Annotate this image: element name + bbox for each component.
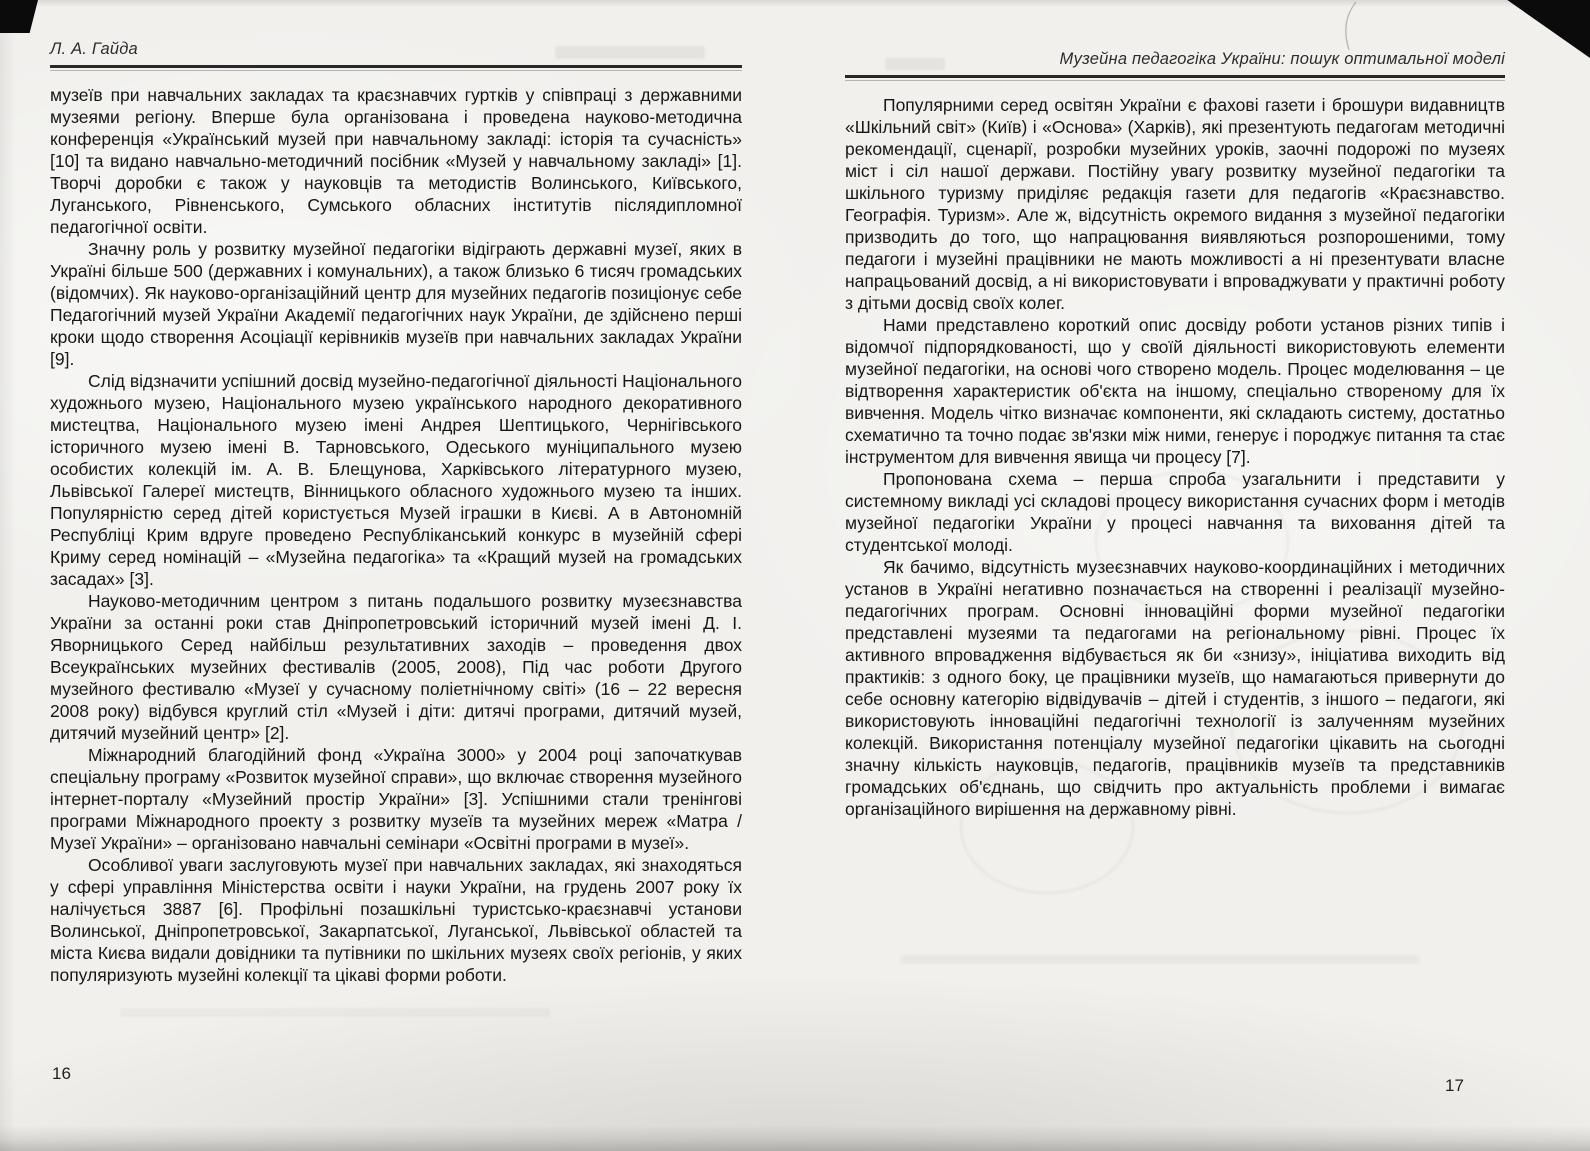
scan-corner-mark-top-right (1502, 0, 1590, 58)
paragraph: Пропонована схема – перша спроба узагальнити і представити у системному викладі усі складові процесу використання сучасних форм і методів музейної педагогіки України у процесі навчання та виховання дітей та студентської молоді. (845, 469, 1505, 555)
scan-scratch-mark (1330, 0, 1370, 52)
paragraph: музеїв при навчальних закладах та краєзнавчих гуртків у співпраці з державними музеями регіону. Вперше була організована і проведена науково-методична конференція «Український музей при навчальному закладі: історія та сучасність» [10] та видано навчально-методичний посібник «Музей у навчальному закладі» [1]. Творчі доробки є також у науковців та методистів Волинського, Київського, Луганського, Рівненського, Сумського обласних інститутів післядипломної педагогічної освіти. (50, 85, 742, 237)
page-right (845, 50, 1505, 820)
page-right-body (845, 94, 1505, 820)
paragraph: Популярними серед освітян України є фахові газети і брошури видавництв «Шкільний світ» (Київ) і «Основа» (Харків), які презентують педагогам методичні рекомендації, сценарії, розробки музейних уроків, заочні подорожі по музеях міст і сіл нашої держави. Постійну увагу розвитку музейної педагогіки та шкільного туризму приділяє редакція газети для педагогів «Краєзнавство. Географія. Туризм». Але ж, відсутність окремого видання з музейної педагогіки призводить до того, що напрацювання виявляються розпорошеними, тому педагоги і музейні працівники не мають можливості а ні презентувати власне напрацьований досвід, а ні використовувати і впроваджувати у практичні роботу з дітьми досвід своїх колег. (845, 95, 1505, 313)
page-left-header (50, 40, 742, 71)
scan-corner-mark-top-left (0, 0, 38, 33)
header-rule-thin (845, 80, 1505, 81)
page-left (50, 40, 742, 986)
scan-artifact-smudge (900, 955, 1420, 964)
page-right-header (845, 50, 1505, 81)
page-number-right: 17 (1445, 1076, 1464, 1095)
running-header-article-title: Музейна педагогіка України: пошук оптимальної моделі (1059, 50, 1505, 68)
paragraph: Міжнародний благодійний фонд «Україна 3000» у 2004 році започаткував спеціальну програму «Розвиток музейної справи», що включає створення музейного інтернет-порталу «Музейний простір України» [3]. Успішними стали тренінгові програми Міжнародного проекту з розвитку музеїв та музейних мереж «Матра / Музеї України» – організовано навчальні семінари «Освітні програми в музеї». (50, 745, 742, 853)
paragraph: Особливої уваги заслуговують музеї при навчальних закладах, які знаходяться у сфері управління Міністерства освіти і науки України, на грудень 2007 року їх налічується 3887 [6]. Профільні позашкільні туристсько-краєзнавчі установи Волинської, Дніпропетровської, Закарпатської, Луганської, Львівської областей та міста Києва видали довідники та путівники по шкільних музеях своїх регіонів, у яких популяризують музейні колекції та цікаві форми роботи. (50, 855, 742, 985)
header-rule (845, 75, 1505, 78)
paragraph: Слід відзначити успішний досвід музейно-педагогічної діяльності Національного художнього музею, Національного музею українського народного декоративного мистецтва, Національного музею імені Андрея Шептицького, Чернігівського історичного музею імені В. Тарновського, Одеського муніципального музею особистих колекцій ім. А. В. Блещунова, Харківського літературного музею, Львівської Галереї мистецтв, Вінницького обласного художнього музею та інших. Популярністю серед дітей користується Музей іграшки в Києві. А в Автономній Республіці Крим вдруге проведено Республіканський конкурс в музейній сфері Криму серед номінацій – «Музейна педагогіка» та «Кращий музей на громадських засадах» [3]. (50, 371, 742, 589)
header-rule (50, 65, 742, 68)
scan-edge-shadow-bottom (0, 1125, 1590, 1151)
paragraph: Нами представлено короткий опис досвіду роботи установ різних типів і відомчої підпорядкованості, що у своїй діяльності використовують елементи музейної педагогіки, на основі чого створено модель. Процес моделювання – це відтворення характеристик об'єкта на іншому, спеціально створеному для їх вивчення. Модель чітко визначає компоненти, які складають систему, достатньо схематично та точно подає зв'язки між ними, генерує і породжує питання та стає інструментом для вивчення явища чи процесу [7]. (845, 315, 1505, 467)
header-rule-thin (50, 70, 742, 71)
scan-edge-shading-left (0, 0, 16, 1151)
scan-artifact-smudge (120, 1008, 550, 1017)
paragraph: Значну роль у розвитку музейної педагогіки відіграють державні музеї, яких в Україні більше 500 (державних і комунальних), а також близько 6 тисяч громадських (відомчих). Як науково-організаційний центр для музейних педагогів позиціонує себе Педагогічний музей України Академії педагогічних наук України, де здійснено перші кроки щодо створення Асоціації керівників музеїв при навчальних закладах України [9]. (50, 239, 742, 369)
page-left-body (50, 84, 742, 986)
paragraph: Науково-методичним центром з питань подальшого розвитку музеєзнавства України за останні роки став Дніпропетровський історичний музей імені Д. І. Яворницького Серед найбільш результативних заходів – проведення двох Всеукраїнських музейних фестивалів (2005, 2008), Під час роботи Другого музейного фестивалю «Музеї у сучасному поліетнічному світі» (16 – 22 вересня 2008 року) відбувся круглий стіл «Музей і діти: дитячі програми, дитячий музей, дитячий музейний центр» [2]. (50, 591, 742, 743)
running-header-author: Л. А. Гайда (50, 40, 138, 58)
page-number-left: 16 (52, 1064, 71, 1083)
paragraph: Як бачимо, відсутність музеєзнавчих науково-координаційних і методичних установ в Україні негативно позначається на створенні і реалізації музейно-педагогічних програм. Основні інноваційні форми музейної педагогіки представлені музеями та педагогами на регіональному рівні. Процес їх активного впровадження відбувається як би «знизу», ініціатива виходить від практиків: з одного боку, це працівники музеїв, що намагаються привернути до себе основну категорію відвідувачів – дітей і студентів, з іншого – педагоги, які використовують інноваційні педагогічні технології із залученням музейних колекцій. Використання потенціалу музейної педагогіки цікавить на сьогодні значну кількість науковців, педагогів, працівників музеїв та представників громадських об'єднань, що свідчить про актуальність проблеми і вимагає організаційного вирішення на державному рівні. (845, 557, 1505, 819)
